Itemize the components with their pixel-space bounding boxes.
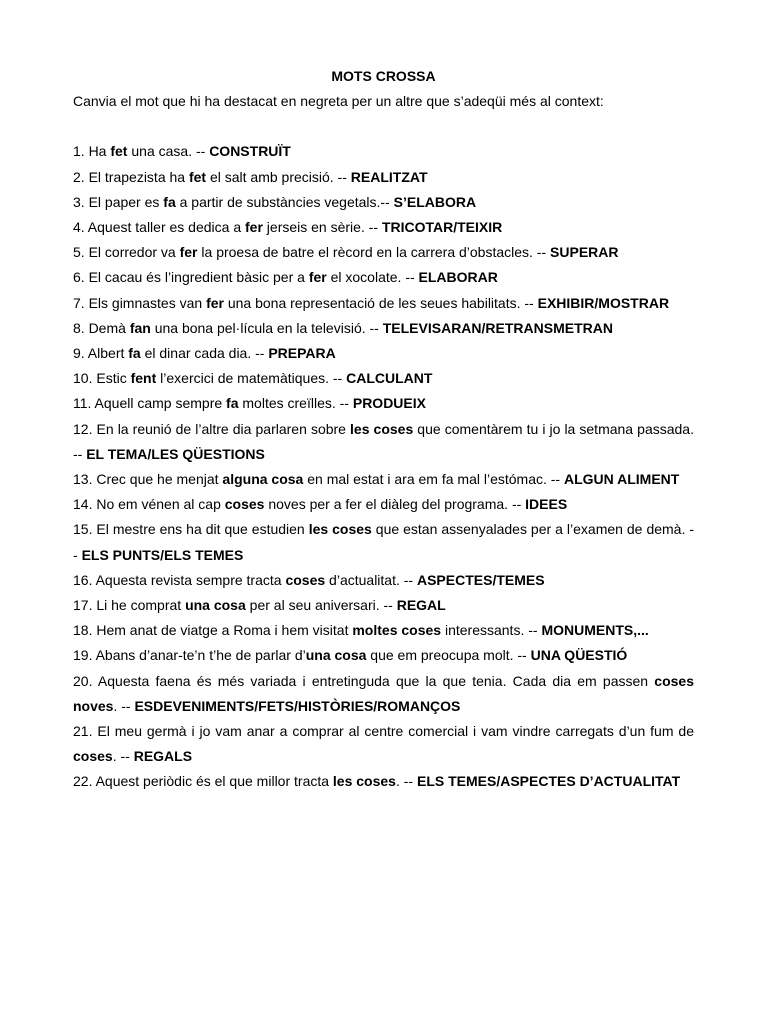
bold-segment: PRODUEIX — [352, 395, 426, 412]
document-page — [73, 64, 694, 795]
exercise-item — [73, 139, 694, 164]
blank-line — [73, 114, 694, 139]
exercise-item — [73, 165, 694, 190]
text-segment: 4. Aquest taller es dedica a — [73, 218, 245, 235]
bold-segment: coses — [224, 496, 265, 513]
text-segment: . -- — [113, 697, 135, 714]
bold-segment: fent — [130, 370, 157, 387]
bold-segment: fa — [226, 395, 239, 412]
exercise-item — [73, 366, 694, 391]
text-segment: 9. Albert — [73, 345, 129, 361]
bold-segment: ELS TEMES/ASPECTES D’ACTUALITAT — [416, 773, 681, 790]
bold-segment: IDEES — [525, 496, 568, 513]
bold-segment: coses noves — [73, 672, 694, 714]
text-segment: 14. No em vénen al cap — [73, 496, 225, 513]
bold-segment: coses — [73, 748, 113, 765]
text-segment: que em preocupa molt. -- — [366, 647, 531, 664]
text-segment: el xocolate. -- — [326, 269, 419, 286]
exercise-item — [73, 291, 694, 316]
text-segment: una bona pel·lícula en la televisió. -- — [150, 319, 383, 336]
text-segment: l’exercici de matemàtiques. -- — [156, 370, 347, 387]
bold-segment: una cosa — [185, 597, 246, 614]
bold-segment: UNA QÜESTIÓ — [530, 647, 628, 664]
text-segment: la proesa de batre el rècord en la carrera d’obstacles. -- — [197, 244, 551, 261]
bold-segment: alguna cosa — [222, 471, 304, 488]
text-segment: una bona representació de les seues habilitats. -- — [223, 294, 538, 311]
text-segment: 21. El meu germà i jo vam anar a comprar al centre comercial i vam vindre carregats d’un fum de — [73, 723, 694, 740]
exercise-item — [73, 316, 694, 341]
bold-segment: les coses — [308, 521, 372, 538]
text-segment: interessants. -- — [441, 622, 542, 639]
bold-segment: ALGUN ALIMENT — [563, 471, 680, 488]
bold-segment: fa — [163, 193, 176, 210]
instruction-part: Canvia el mot que hi ha destacat en negreta per un altre que s’adeqüi — [73, 93, 510, 109]
bold-segment: moltes coses — [352, 622, 442, 639]
bold-segment: coses — [285, 571, 326, 588]
bold-segment: REGAL — [396, 597, 446, 614]
text-segment: 8. Demà — [73, 319, 130, 336]
text-segment: 11. Aquell camp sempre — [73, 395, 227, 412]
bold-segment: CONSTRUÏT — [209, 143, 291, 160]
bold-segment: les coses — [350, 420, 414, 437]
bold-segment: S’ELABORA — [393, 193, 477, 210]
bold-segment: fan — [129, 319, 151, 336]
exercise-item — [73, 190, 694, 215]
exercise-item — [73, 215, 694, 240]
text-segment: . -- — [112, 748, 134, 765]
bold-segment: EXHIBIR/MOSTRAR — [537, 294, 670, 311]
text-segment: 2. El trapezista ha — [73, 168, 189, 185]
exercise-item — [73, 593, 694, 618]
instruction-part: més al context: — [509, 93, 604, 109]
text-segment: 12. En la reunió de l’altre dia parlaren sobre — [73, 420, 351, 437]
text-segment: 15. El mestre ens ha dit que estudien — [73, 521, 309, 538]
text-segment: 10. Estic — [73, 370, 131, 387]
exercise-item — [73, 568, 694, 593]
exercise-list — [73, 139, 694, 794]
bold-segment: ASPECTES/TEMES — [416, 571, 545, 588]
bold-segment: fer — [179, 244, 198, 261]
text-segment: 13. Crec que he menjat — [73, 471, 223, 488]
bold-segment: TELEVISARAN/RETRANSMETRAN — [382, 319, 613, 336]
bold-segment: SUPERAR — [550, 244, 619, 261]
bold-segment: fer — [245, 218, 263, 235]
exercise-item — [73, 769, 694, 794]
exercise-item — [73, 618, 694, 643]
text-segment: 5. El corredor va — [73, 244, 180, 261]
text-segment: d’actualitat. -- — [325, 571, 417, 588]
exercise-item — [73, 719, 694, 769]
exercise-item — [73, 265, 694, 290]
exercise-item — [73, 669, 694, 719]
exercise-item — [73, 341, 694, 366]
text-segment: 16. Aquesta revista sempre tracta — [73, 571, 286, 588]
text-segment: 3. El paper es — [73, 193, 164, 210]
text-segment: noves per a fer el diàleg del programa. -- — [264, 496, 526, 513]
text-segment: 6. El cacau és l’ingredient bàsic per a — [73, 269, 309, 286]
text-segment: 22. Aquest periòdic és el que millor tracta — [73, 773, 333, 790]
exercise-item — [73, 417, 694, 467]
text-segment: 18. Hem anat de viatge a Roma i hem visitat — [73, 622, 353, 639]
bold-segment: una cosa — [305, 647, 367, 664]
exercise-item — [73, 517, 694, 567]
bold-segment: fer — [308, 269, 327, 286]
text-segment: el salt amb precisió. -- — [206, 168, 351, 185]
text-segment: 17. Li he comprat — [73, 597, 186, 614]
bold-segment: CALCULANT — [346, 370, 433, 387]
document-title: MOTS CROSSA — [331, 68, 436, 84]
bold-segment: ELABORAR — [418, 269, 498, 286]
bold-segment: fa — [128, 345, 141, 361]
bold-segment: fet — [188, 168, 207, 185]
text-segment: 7. Els gimnastes van — [73, 294, 207, 311]
bold-segment: fer — [206, 294, 224, 311]
text-segment: que estan assenyalades per a l’examen de demà. -- — [73, 521, 694, 563]
exercise-item — [73, 240, 694, 265]
text-segment: per al seu aniversari. -- — [245, 597, 397, 614]
bold-segment: MONUMENTS,... — [541, 622, 649, 639]
text-segment: moltes creïlles. -- — [238, 395, 353, 412]
exercise-item — [73, 492, 694, 517]
bold-segment: fet — [110, 143, 128, 160]
text-segment: 19. Abans d’anar-te’n t’he de parlar d’ — [73, 647, 306, 664]
text-segment: a partir de substàncies vegetals.-- — [175, 193, 394, 210]
text-segment: una casa. -- — [127, 143, 210, 160]
text-segment: el dinar cada dia. -- — [140, 345, 269, 361]
text-segment: . -- — [395, 773, 417, 790]
bold-segment: REGALS — [133, 748, 193, 765]
instruction-text — [73, 89, 694, 114]
bold-segment: TRICOTAR/TEIXIR — [381, 218, 503, 235]
exercise-item — [73, 643, 694, 668]
text-segment: en mal estat i ara em fa mal l’estómac. -- — [303, 471, 564, 488]
exercise-item — [73, 391, 694, 416]
bold-segment: PREPARA — [268, 345, 336, 361]
text-segment: jerseis en sèrie. -- — [262, 218, 382, 235]
bold-segment: ESDEVENIMENTS/FETS/HISTÒRIES/ROMANÇOS — [134, 697, 461, 714]
text-segment: que comentàrem tu i jo la setmana passada. -- — [73, 420, 694, 462]
bold-segment: les coses — [332, 773, 396, 790]
text-segment: 1. Ha — [73, 143, 111, 160]
bold-segment: ELS PUNTS/ELS TEMES — [81, 546, 244, 563]
bold-segment: EL TEMA/LES QÜESTIONS — [86, 445, 265, 462]
bold-segment: REALITZAT — [350, 168, 428, 185]
exercise-item — [73, 467, 694, 492]
text-segment: 20. Aquesta faena és més variada i entretinguda que la que tenia. Cada dia em passen — [73, 672, 655, 689]
